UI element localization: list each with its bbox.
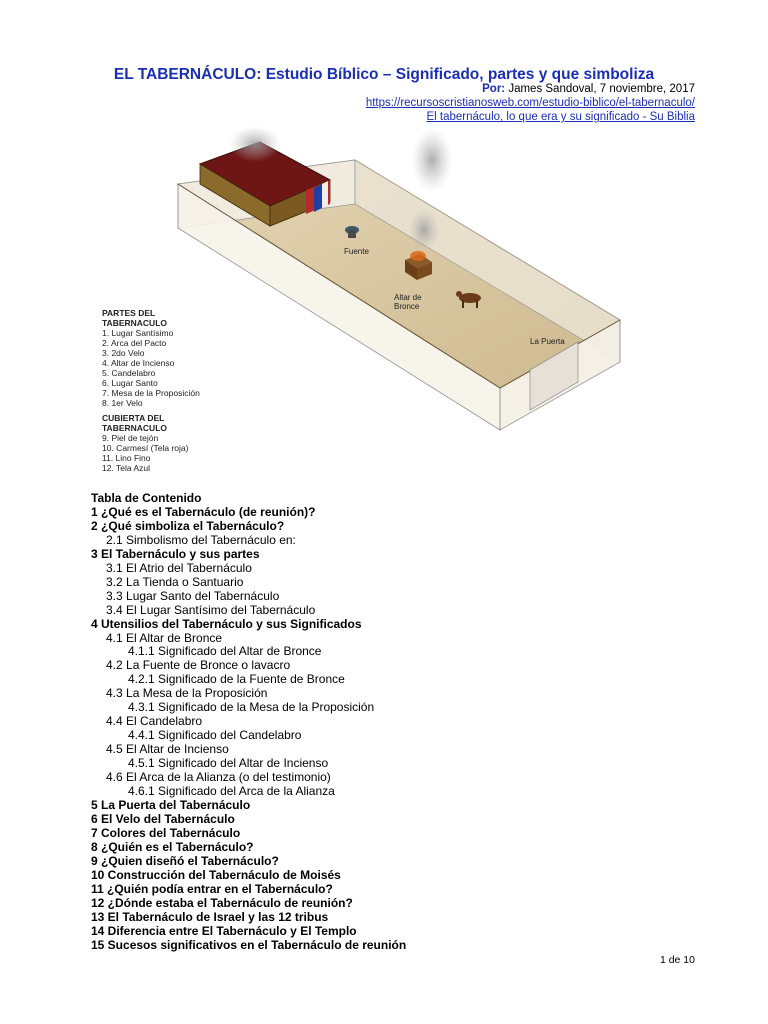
toc-entry[interactable]: 4.5.1 Significado del Altar de Incienso bbox=[128, 756, 329, 771]
legend-parts bbox=[102, 308, 200, 408]
toc-entry[interactable]: 9 ¿Quien diseñó el Tabernáculo? bbox=[91, 853, 279, 868]
legend-parts-item: 4. Altar de Incienso bbox=[102, 358, 175, 368]
toc-entry[interactable]: 3 El Tabernáculo y sus partes bbox=[91, 546, 260, 561]
toc-entry[interactable]: 8 ¿Quién es el Tabernáculo? bbox=[91, 839, 254, 854]
source-link-1-wrap bbox=[366, 97, 695, 109]
author-line bbox=[482, 83, 695, 95]
toc-entry[interactable]: 14 Diferencia entre El Tabernáculo y El Templo bbox=[91, 923, 357, 938]
toc-entry[interactable]: 1 ¿Qué es el Tabernáculo (de reunión)? bbox=[91, 504, 316, 519]
legend-parts-list bbox=[102, 328, 200, 408]
legend-parts-item: 5. Candelabro bbox=[102, 368, 156, 378]
toc-entry[interactable]: 2.1 Simbolismo del Tabernáculo en: bbox=[106, 532, 296, 547]
toc-entry[interactable]: 11 ¿Quién podía entrar en el Tabernáculo? bbox=[91, 881, 333, 896]
toc-entry[interactable]: 15 Sucesos significativos en el Tabernáculo de reunión bbox=[91, 937, 407, 952]
toc-entry[interactable]: 12 ¿Dónde estaba el Tabernáculo de reunión? bbox=[91, 895, 353, 910]
label-altar-bronce-1: Altar de bbox=[394, 293, 422, 302]
label-puerta: La Puerta bbox=[530, 337, 565, 346]
legend-cover-item: 9. Piel de tejón bbox=[102, 433, 159, 443]
author-text: James Sandoval, 7 noviembre, 2017 bbox=[505, 83, 695, 95]
label-fuente: Fuente bbox=[344, 247, 369, 256]
toc-entry[interactable]: 4 Utensilios del Tabernáculo y sus Significados bbox=[91, 616, 362, 631]
source-link-2[interactable]: El tabernáculo, lo que era y su significado - Su Biblia bbox=[426, 111, 695, 123]
toc-entry[interactable]: 4.3 La Mesa de la Proposición bbox=[106, 686, 268, 701]
legend-cover-item: 10. Carmesí (Tela roja) bbox=[102, 443, 189, 453]
toc-entry[interactable]: 4.4.1 Significado del Candelabro bbox=[128, 728, 302, 743]
legend-parts-item: 2. Arca del Pacto bbox=[102, 338, 167, 348]
toc-entry[interactable]: 4.5 El Altar de Incienso bbox=[106, 742, 229, 757]
toc-entry[interactable]: 6 El Velo del Tabernáculo bbox=[91, 811, 235, 826]
legend-parts-title: PARTES DEL TABERNACULO bbox=[102, 308, 168, 328]
toc-heading: Tabla de Contenido bbox=[91, 491, 202, 505]
toc-entry[interactable]: 4.1.1 Significado del Altar de Bronce bbox=[128, 644, 322, 659]
toc-entry[interactable]: 3.1 El Atrio del Tabernáculo bbox=[106, 560, 252, 575]
toc-entry[interactable]: 3.2 La Tienda o Santuario bbox=[106, 574, 244, 589]
toc-list bbox=[91, 506, 406, 953]
legend-cover-item: 11. Lino Fino bbox=[102, 453, 151, 463]
page-number: 1 de 10 bbox=[659, 954, 695, 966]
legend-parts-item: 1. Lugar Santísimo bbox=[102, 328, 174, 338]
legend-parts-item: 3. 2do Velo bbox=[102, 348, 145, 358]
legend-parts-item: 6. Lugar Santo bbox=[102, 378, 158, 388]
toc-entry[interactable]: 4.6 El Arca de la Alianza (o del testimonio) bbox=[106, 770, 331, 785]
toc-entry[interactable]: 7 Colores del Tabernáculo bbox=[91, 825, 241, 840]
legend-parts-item: 8. 1er Velo bbox=[102, 398, 143, 408]
toc-entry[interactable]: 5 La Puerta del Tabernáculo bbox=[91, 797, 251, 812]
toc-entry[interactable]: 3.4 El Lugar Santísimo del Tabernáculo bbox=[106, 602, 316, 617]
source-link-1[interactable]: https://recursoscristianosweb.com/estudio-biblico/el-tabernaculo/ bbox=[365, 97, 695, 109]
legend-parts-item: 7. Mesa de la Proposición bbox=[102, 388, 200, 398]
toc-entry[interactable]: 2 ¿Qué simboliza el Tabernáculo? bbox=[91, 518, 285, 533]
toc-entry[interactable]: 4.3.1 Significado de la Mesa de la Proposición bbox=[128, 700, 375, 715]
toc-entry[interactable]: 4.1 El Altar de Bronce bbox=[106, 630, 223, 645]
toc-entry[interactable]: 4.6.1 Significado del Arca de la Alianza bbox=[128, 784, 335, 799]
toc-entry[interactable]: 10 Construcción del Tabernáculo de Moisés bbox=[91, 867, 341, 882]
toc-entry[interactable]: 4.4 El Candelabro bbox=[106, 714, 203, 729]
legend-cover-item: 12. Tela Azul bbox=[102, 463, 151, 473]
label-altar-bronce-2: Bronce bbox=[394, 302, 420, 311]
page-title: EL TABERNÁCULO: Estudio Bíblico – Significado, partes y que simboliza bbox=[113, 66, 655, 83]
legend-cover bbox=[102, 413, 188, 473]
toc-entry[interactable]: 4.2.1 Significado de la Fuente de Bronce bbox=[128, 672, 345, 687]
legend-cover-list bbox=[102, 433, 188, 473]
table-of-contents bbox=[91, 492, 406, 952]
toc-entry[interactable]: 4.2 La Fuente de Bronce o lavacro bbox=[106, 658, 291, 673]
author-label: Por: bbox=[482, 83, 506, 95]
legend-cover-title: CUBIERTA DEL TABERNACULO bbox=[102, 413, 168, 433]
toc-entry[interactable]: 3.3 Lugar Santo del Tabernáculo bbox=[106, 588, 280, 603]
toc-entry[interactable]: 13 El Tabernáculo de Israel y las 12 tribus bbox=[91, 909, 329, 924]
